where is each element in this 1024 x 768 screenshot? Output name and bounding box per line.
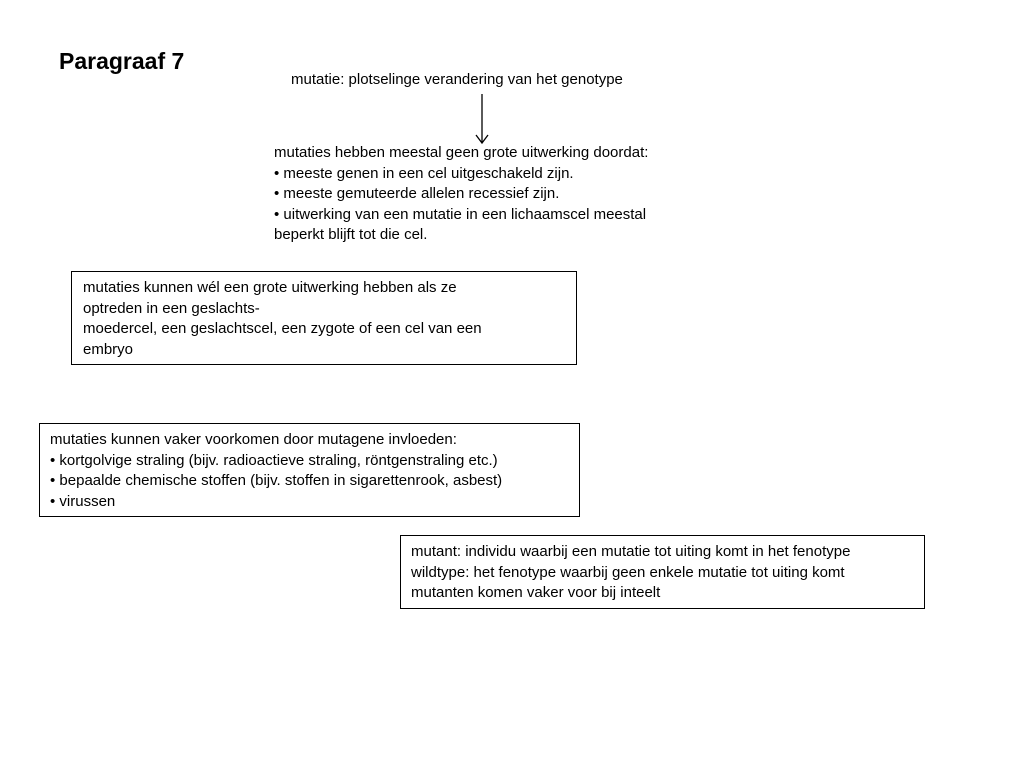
mutant-box [400,535,925,609]
explanation-text [274,143,714,246]
mutagens-line: mutaties kunnen vaker voorkomen door mutagene invloeden: [50,431,457,448]
impact-line: mutaties kunnen wél een grote uitwerking hebben als ze [83,279,457,296]
mutant-line: mutant: individu waarbij een mutatie tot uiting komt in het fenotype [411,543,851,560]
impact-box [71,271,577,365]
explanation-line: beperkt blijft tot die cel. [274,226,428,243]
page-title: Paragraaf 7 [59,48,185,74]
mutant-line: mutanten komen vaker voor bij inteelt [411,584,661,601]
impact-line: moedercel, een geslachtscel, een zygote of een cel van een [83,320,482,337]
mutagens-line: • kortgolvige straling (bijv. radioactieve straling, röntgenstraling etc.) [50,451,498,469]
mutagens-line: • virussen [50,492,116,510]
explanation-line: • meeste genen in een cel uitgeschakeld zijn. [274,164,574,182]
explanation-line: mutaties hebben meestal geen grote uitwerking doordat: [274,144,649,161]
mutation-definition: mutatie: plotselinge verandering van het genotype [291,71,623,88]
down-arrow-icon [474,94,490,146]
explanation-line: • uitwerking van een mutatie in een lichaamscel meestal [274,205,647,223]
impact-line: embryo [83,340,134,358]
mutant-line: wildtype: het fenotype waarbij geen enkele mutatie tot uiting komt [411,563,845,581]
mutagens-line: • bepaalde chemische stoffen (bijv. stoffen in sigarettenrook, asbest) [50,472,503,489]
mutagens-box [39,423,580,517]
impact-line: optreden in een geslachts- [83,299,260,317]
explanation-line: • meeste gemuteerde allelen recessief zijn. [274,185,560,202]
